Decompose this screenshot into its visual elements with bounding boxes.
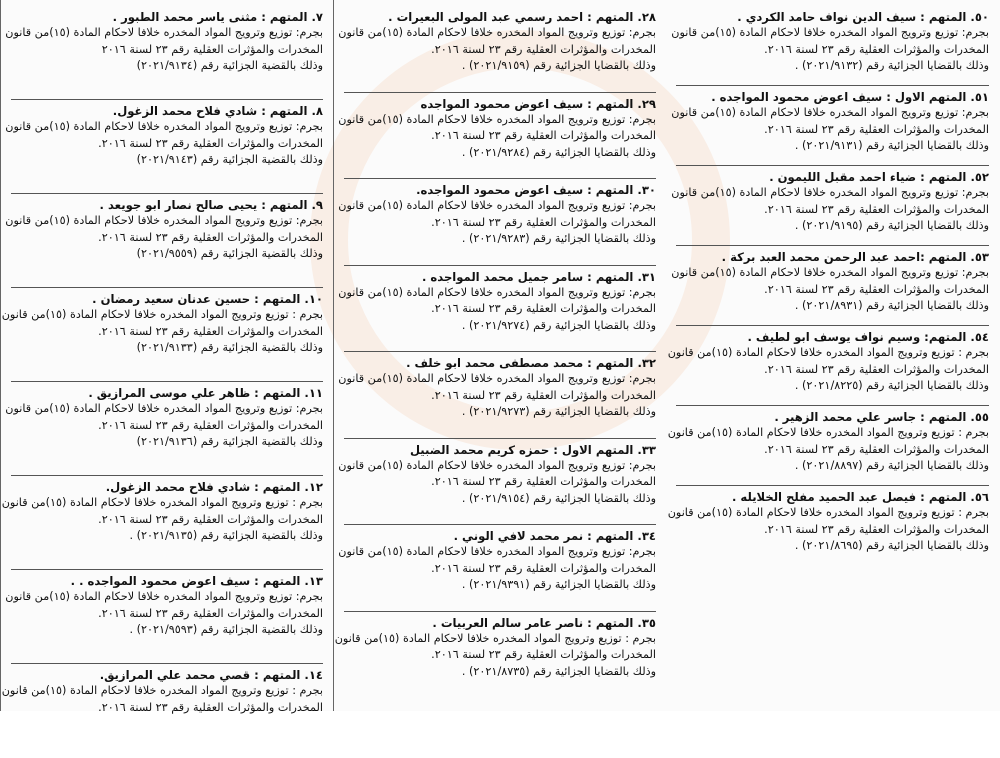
notice-entry [1,476,323,570]
charge-text: بجرم : توزيع وترويج المواد المخدره خلافا لاحكام المادة (١٥)من قانون [334,631,656,645]
notice-entry [1,664,323,758]
defendant-name: ٣١. المتهم : سامر جميل محمد المواجده . [421,269,656,284]
notice-entry [338,525,656,612]
notice-entry [338,93,656,180]
charge-text: بجرم: توزيع وترويج المواد المخدره خلافا لاحكام المادة (١٥)من قانون [338,199,656,213]
charge-text: المخدرات والمؤثرات العقلية رقم ٢٣ لسنة ٢٠١٦. [764,122,989,136]
charge-text: بجرم: توزيع وترويج المواد المخدره خلافا لاحكام المادة (١٥)من قانون [5,214,323,228]
charge-text: وذلك بالقضايا الجزائية رقم (٢٠٢١/٨٦٩٥) . [794,539,989,553]
charge-text: بجرم: توزيع وترويج المواد المخدره خلافا لاحكام المادة (١٥)من قانون [338,458,656,472]
charge-text: المخدرات والمؤثرات العقلية رقم ٢٣ لسنة ٢٠١٦. [764,442,989,456]
charge-text: المخدرات والمؤثرات العقلية رقم ٢٣ لسنة ٢٠١٦. [98,418,323,432]
charge-text: وذلك بالقضايا الجزائية رقم (٢٠٢١/٩٢٧٤) . [461,318,656,332]
charge-text: وذلك بالقضايا الجزائية رقم (٢٠٢١/٩١٥٩) . [461,59,656,73]
charge-text: وذلك بالقضايا الجزائية رقم (٢٠٢١/٩٢٨٣) . [461,232,656,246]
notice-entry [671,166,989,246]
notice-entry [667,406,989,486]
defendant-name: ٥٢. المتهم : ضياء احمد مقبل الليمون . [769,170,989,184]
notice-entry [338,266,656,353]
defendant-name: ٥٠. المتهم : سيف الدين نواف حامد الكردي . [737,10,989,24]
charge-text: وذلك بالقضية الجزائية رقم (٢٠٢١/٩٥٥٩) [136,247,323,261]
charge-text: المخدرات والمؤثرات العقلية رقم ٢٣ لسنة ٢٠١٦. [98,700,323,714]
charge-text: بجرم : توزيع وترويج المواد المخدره خلافا لاحكام المادة (١٥)من قانون [667,346,989,360]
charge-text: المخدرات والمؤثرات العقلية رقم ٢٣ لسنة ٢٠١٦. [764,42,989,56]
charge-text: وذلك بالقضايا الجزائية رقم (٢٠٢١/٩١٣٢) . [794,59,989,73]
charge-text: المخدرات والمؤثرات العقلية رقم ٢٣ لسنة ٢٠١٦. [431,42,656,56]
charge-text: بجرم: توزيع وترويج المواد المخدره خلافا لاحكام المادة (١٥)من قانون [5,402,323,416]
charge-text: وذلك بالقضايا الجزائية رقم (٢٠٢١/٨٧٣٥) . [461,664,656,678]
charge-text: المخدرات والمؤثرات العقلية رقم ٢٣ لسنة ٢٠١٦. [431,215,656,229]
defendant-name: ٥٦. المتهم : فيصل عبد الحميد مفلح الخلايله . [731,490,989,504]
charge-text: المخدرات والمؤثرات العقلية رقم ٢٣ لسنة ٢٠١٦. [98,512,323,526]
charge-text: بجرم: توزيع وترويج المواد المخدره خلافا لاحكام المادة (١٥)من قانون [338,545,656,559]
notice-entry [338,179,656,266]
charge-text: المخدرات والمؤثرات العقلية رقم ٢٣ لسنة ٢٠١٦. [98,230,323,244]
charge-text: المخدرات والمؤثرات العقلية رقم ٢٣ لسنة ٢٠١٦. [98,324,323,338]
charge-text: وذلك بالقضية الجزائية رقم (٢٠٢١/٩١٣٥) . [129,529,323,543]
defendant-name: ٣٥. المتهم : ناصر عامر سالم العربيات . [432,615,656,630]
charge-text: وذلك بالقضايا الجزائية رقم (٢٠٢١/٩٢٧٣) . [461,405,656,419]
charge-text: المخدرات والمؤثرات العقلية رقم ٢٣ لسنة ٢٠١٦. [98,136,323,150]
charge-text: وذلك بالقضية الجزائية رقم (٢٠٢١/٩١٤٣) [136,153,323,167]
charge-text: بجرم : توزيع وترويج المواد المخدره خلافا لاحكام المادة (١٥)من قانون [1,308,323,322]
charge-text: المخدرات والمؤثرات العقلية رقم ٢٣ لسنة ٢٠١٦. [431,302,656,316]
charge-text: وذلك بالقضايا الجزائية رقم (٢٠٢١/٨٨٩٧) . [794,459,989,473]
notice-entry [338,6,656,93]
charge-text: بجرم: توزيع وترويج المواد المخدره خلافا لاحكام المادة (١٥)من قانون [5,590,323,604]
charge-text: بجرم: توزيع وترويج المواد المخدره خلافا لاحكام المادة (١٥)من قانون [5,120,323,134]
defendant-name: ٥١. المتهم الاول : سيف اعوض محمود المواجده . [711,90,989,104]
defendant-name: ٥٣. المتهم :احمد عبد الرحمن محمد العبد بركة . [721,250,989,264]
notice-entry [1,288,323,382]
charge-text: بجرم : توزيع وترويج المواد المخدره خلافا لاحكام المادة (١٥)من قانون [667,506,989,520]
notice-entry [667,486,989,566]
charge-text: وذلك بالقضايا الجزائية رقم (٢٠٢١/٩١٩٥) . [794,219,989,233]
defendant-name: ٣٠. المتهم : سيف اعوض محمود المواجده. [416,183,656,197]
charge-text: بجرم: توزيع وترويج المواد المخدره خلافا لاحكام المادة (١٥)من قانون [338,112,656,126]
charge-text: بجرم : توزيع وترويج المواد المخدره خلافا لاحكام المادة (١٥)من قانون [667,426,989,440]
defendant-name: ٧. المتهم : مثنى ياسر محمد الطبور . [112,10,323,24]
charge-text: المخدرات والمؤثرات العقلية رقم ٢٣ لسنة ٢٠١٦. [431,561,656,575]
charge-text: وذلك بالقضايا الجزائية رقم (٢٠٢١/٩١٣١) . [794,139,989,153]
defendant-name: ٨. المتهم : شادي فلاح محمد الزغول. [112,104,323,118]
notice-entry [334,612,656,699]
notice-entry [671,86,989,166]
charge-text: وذلك بالقضية الجزائية رقم (٢٠٢١/٩٥٩٣) . [129,623,323,637]
defendant-name: ٣٣. المتهم الاول : حمزه كريم محمد الضبيل [409,442,656,457]
notice-entry [5,6,323,100]
notice-entry [5,382,323,476]
defendant-name: ٩. المتهم : يحيى صالح نصار ابو جويعد . [99,198,323,212]
charge-text: وذلك بالقضية الجزائية رقم (٢٠٢١/٩١٣٤) [136,59,323,73]
charge-text: وذلك بالقضايا الجزائية رقم (٢٠٢١/٩٣٩١) . [461,578,656,592]
notice-entry [671,6,989,86]
defendant-name: ١١. المتهم : ظاهر علي موسى المرازيق . [88,386,323,400]
defendant-name: ٣٤. المتهم : نمر محمد لافي الوني . [453,529,656,543]
defendant-name: ٢٩. المتهم : سيف اعوض محمود المواجده [420,96,656,111]
charge-text: وذلك بالقضايا الجزائية رقم (٢٠٢١/٨٢٢٥) . [794,379,989,393]
notice-entry [338,439,656,526]
defendant-name: ٢٨. المتهم : احمد رسمي عبد المولى البعيرات . [388,10,656,24]
charge-text: بجرم: توزيع وترويج المواد المخدره خلافا لاحكام المادة (١٥)من قانون [338,372,656,386]
charge-text: وذلك بالقضايا الجزائية رقم (٢٠٢١/٩٢٨٤) . [461,145,656,159]
notice-entry [671,246,989,326]
charge-text: المخدرات والمؤثرات العقلية رقم ٢٣ لسنة ٢٠١٦. [764,522,989,536]
defendant-name: ١٢. المتهم : شادي فلاح محمد الزغول. [105,480,323,494]
charge-text: بجرم: توزيع وترويج المواد المخدره خلافا لاحكام المادة (١٥)من قانون [671,186,989,200]
charge-text: المخدرات والمؤثرات العقلية رقم ٢٣ لسنة ٢٠١٦ [101,42,323,56]
charge-text: بجرم : توزيع وترويج المواد المخدره خلافا لاحكام المادة (١٥)من قانون [1,684,323,698]
charge-text: وذلك بالقضايا الجزائية رقم (٢٠٢١/٨٩٣١) . [794,299,989,313]
middle-column [333,0,666,711]
notice-entry [338,352,656,439]
defendant-name: ٥٤. المتهم: وسيم نواف يوسف ابو لطيف . [747,330,989,344]
notice-entry [5,194,323,288]
defendant-name: ٣٢. المتهم : محمد مصطفى محمد ابو خلف . [406,356,656,370]
charge-text: المخدرات والمؤثرات العقلية رقم ٢٣ لسنة ٢٠١٦. [98,606,323,620]
notice-entry [667,326,989,406]
charge-text: المخدرات والمؤثرات العقلية رقم ٢٣ لسنة ٢٠١٦. [764,202,989,216]
defendant-name: ١٤. المتهم : قصي محمد علي المرازيق. [99,668,323,682]
notice-entry [5,570,323,664]
charge-text: المخدرات والمؤثرات العقلية رقم ٢٣ لسنة ٢٠١٦. [764,362,989,376]
charge-text: وذلك بالقضية الجزائية رقم (٢٠٢١/٩١٣٣) [136,341,323,355]
charge-text: المخدرات والمؤثرات العقلية رقم ٢٣ لسنة ٢٠١٦. [431,388,656,402]
charge-text: بجرم: توزيع وترويج المواد المخدره خلافا لاحكام المادة (١٥)من قانون [671,26,989,40]
defendant-name: ١٣. المتهم : سيف اعوض محمود المواجده . . [70,574,323,588]
charge-text: بجرم: توزيع وترويج المواد المخدره خلافا لاحكام المادة (١٥)من قانون [338,285,656,299]
defendant-name: ٥٥. المتهم : جاسر علي محمد الزهير . [774,410,989,424]
charge-text: المخدرات والمؤثرات العقلية رقم ٢٣ لسنة ٢٠١٦. [431,475,656,489]
charge-text: بجرم : توزيع وترويج المواد المخدره خلافا لاحكام المادة (١٥)من قانون [1,496,323,510]
defendant-name: ١٠. المتهم : حسين عدنان سعيد رمضان . [92,292,323,306]
charge-text: بجرم: توزيع وترويج المواد المخدره خلافا لاحكام المادة (١٥)من قانون [5,26,323,40]
charge-text: المخدرات والمؤثرات العقلية رقم ٢٣ لسنة ٢٠١٦. [431,648,656,662]
charge-text: وذلك بالقضايا الجزائية رقم (٢٠٢١/٩١٥٤) . [461,491,656,505]
charge-text: المخدرات والمؤثرات العقلية رقم ٢٣ لسنة ٢٠١٦. [431,129,656,143]
left-column [666,0,999,711]
charge-text: وذلك بالقضية الجزائية رقم (٢٠٢١/٩١٣٦) [136,435,323,449]
charge-text: المخدرات والمؤثرات العقلية رقم ٢٣ لسنة ٢٠١٦. [764,282,989,296]
notice-entry [5,100,323,194]
charge-text: بجرم: توزيع وترويج المواد المخدره خلافا لاحكام المادة (١٥)من قانون [671,106,989,120]
right-column [0,0,333,714]
charge-text: بجرم: توزيع وترويج المواد المخدره خلافا لاحكام المادة (١٥)من قانون [338,26,656,40]
charge-text: بجرم: توزيع وترويج المواد المخدره خلافا لاحكام المادة (١٥)من قانون [671,266,989,280]
